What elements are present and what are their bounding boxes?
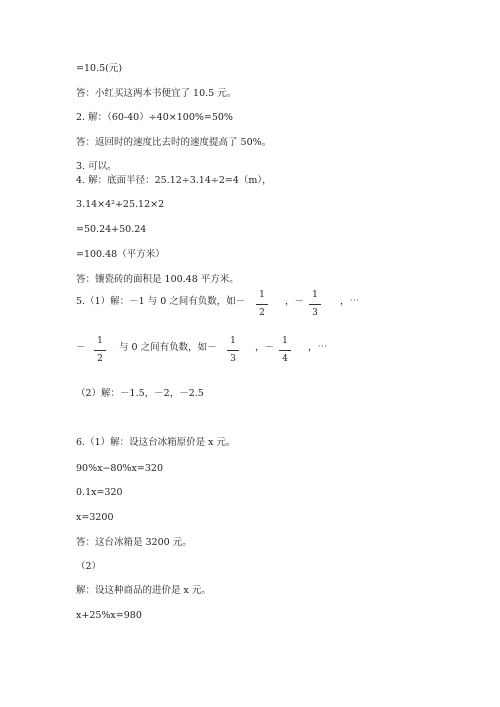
fraction-bar bbox=[309, 304, 321, 305]
fraction-bar bbox=[279, 350, 291, 351]
fraction-bar bbox=[94, 350, 106, 351]
denominator: 2 bbox=[259, 308, 265, 318]
denominator: 2 bbox=[97, 354, 103, 364]
text-line: 答：返回时的速度比去时的速度提高了 50%。 bbox=[76, 137, 272, 148]
text-fragment: ，⋯ bbox=[308, 342, 328, 353]
text-line: （2）解：－1.5，－2，－2.5 bbox=[76, 388, 204, 399]
text-line: 2. 解：（60-40）÷40×100%=50% bbox=[76, 112, 233, 123]
text-line: 3.14×4²+25.12×2 bbox=[76, 199, 165, 210]
fraction bbox=[94, 336, 106, 365]
denominator: 3 bbox=[312, 308, 318, 318]
numerator: 1 bbox=[282, 336, 288, 346]
text-line: =100.48（平方米） bbox=[76, 249, 165, 260]
fraction-bar bbox=[256, 304, 268, 305]
text-line: x=3200 bbox=[76, 512, 114, 523]
text-line: 解：设这种商品的进价是 x 元。 bbox=[76, 585, 211, 596]
text-fragment: 与 0 之间有负数，如－ bbox=[119, 342, 217, 353]
fraction bbox=[256, 290, 268, 319]
text-line: 答：镶瓷砖的面积是 100.48 平方米。 bbox=[76, 274, 239, 285]
numerator: 1 bbox=[259, 290, 265, 300]
text-fragment: ，－ bbox=[255, 342, 275, 353]
text-line: 答：小红买这两本书便宜了 10.5 元。 bbox=[76, 88, 237, 99]
text-line: 3. 可以。 bbox=[76, 161, 117, 172]
numerator: 1 bbox=[230, 336, 236, 346]
fraction bbox=[227, 336, 239, 365]
numerator: 1 bbox=[312, 290, 318, 300]
text-line: 6.（1）解：设这台冰箱原价是 x 元。 bbox=[76, 437, 236, 448]
text-fragment: ，－ bbox=[285, 296, 305, 307]
text-fragment: ，⋯ bbox=[340, 296, 360, 307]
numerator: 1 bbox=[97, 336, 103, 346]
text-line: 4. 解：底面半径：25.12÷3.14÷2=4（m）， bbox=[76, 175, 272, 186]
denominator: 3 bbox=[230, 354, 236, 364]
text-line: 5.（1）解：－1 与 0 之间有负数，如－ bbox=[76, 296, 246, 307]
text-line: 0.1x=320 bbox=[76, 487, 123, 498]
text-line: =50.24+50.24 bbox=[76, 224, 147, 235]
text-fragment: － bbox=[76, 342, 86, 353]
text-line: 90%x−80%x=320 bbox=[76, 463, 163, 474]
text-line: （2） bbox=[76, 561, 102, 572]
fraction bbox=[279, 336, 291, 365]
denominator: 4 bbox=[282, 354, 288, 364]
text-line: 答：这台冰箱是 3200 元。 bbox=[76, 537, 192, 548]
fraction bbox=[309, 290, 321, 319]
text-line: x+25%x=980 bbox=[76, 610, 142, 621]
text-line: =10.5(元) bbox=[76, 63, 123, 74]
fraction-bar bbox=[227, 350, 239, 351]
